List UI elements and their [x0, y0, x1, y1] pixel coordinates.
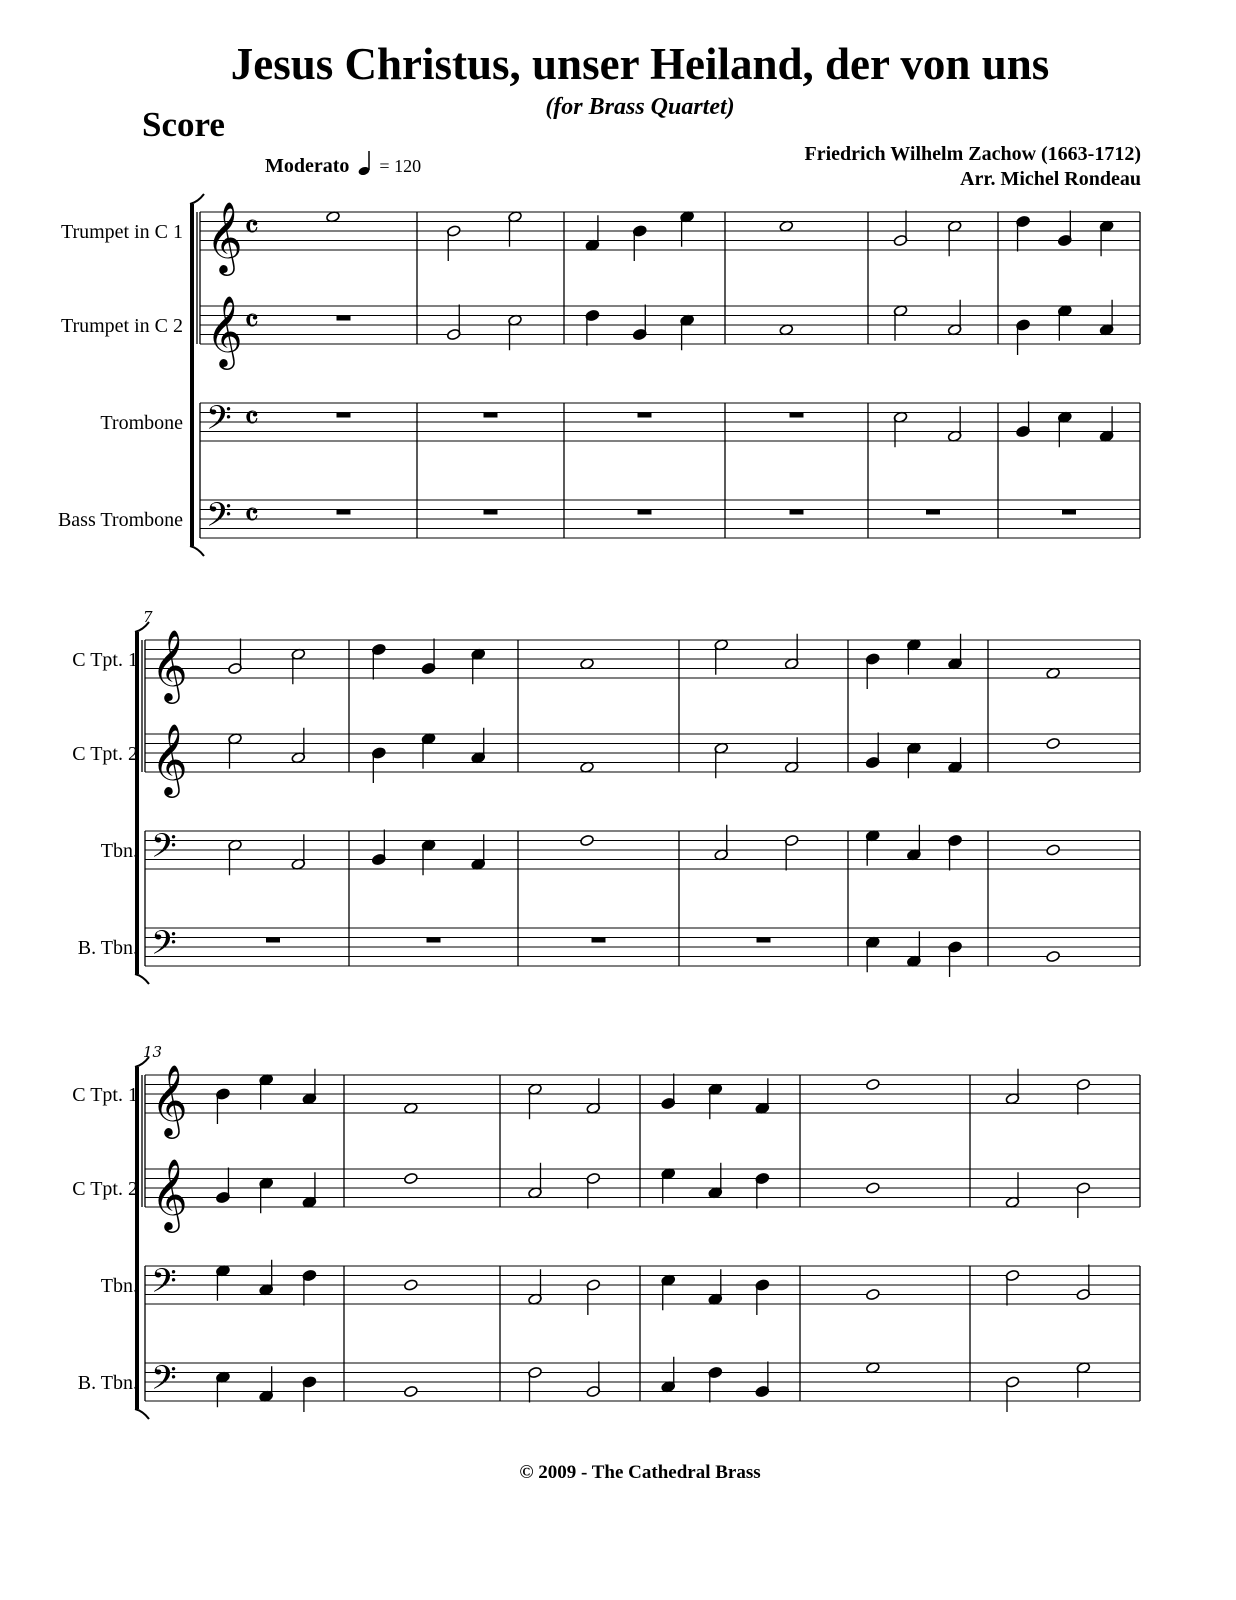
note-head: [866, 1288, 881, 1300]
whole-rest: [337, 316, 351, 321]
staff: [200, 306, 1140, 344]
staff: [145, 928, 1140, 966]
staff: [145, 1266, 1140, 1304]
staff: [145, 1075, 1140, 1113]
instrument-label: Bass Trombone: [57, 509, 183, 531]
treble-clef-icon: 𝄞: [151, 722, 188, 795]
composer: Friedrich Wilhelm Zachow (1663-1712): [804, 143, 1141, 165]
whole-rest: [926, 510, 940, 515]
copyright: © 2009 - The Cathedral Brass: [519, 1462, 761, 1483]
system-1: [190, 194, 1140, 556]
note-head: [404, 1385, 419, 1397]
score-title: Jesus Christus, unser Heiland, der von uns: [230, 39, 1050, 89]
whole-rest: [638, 413, 652, 418]
system-3: [135, 1057, 1140, 1419]
whole-rest: [266, 938, 280, 943]
instrument-label: B. Tbn.: [77, 1372, 138, 1394]
bass-clef-icon: 𝄢: [151, 1359, 177, 1406]
staff: [200, 403, 1140, 441]
whole-rest: [484, 413, 498, 418]
common-time-icon: 𝄴: [244, 207, 260, 248]
note-head: [1046, 950, 1061, 962]
note-head: [404, 1279, 419, 1291]
whole-rest: [592, 938, 606, 943]
treble-clef-icon: 𝄞: [151, 1157, 188, 1230]
arranger: Arr. Michel Rondeau: [960, 168, 1141, 190]
whole-rest: [427, 938, 441, 943]
treble-clef-icon: 𝄞: [151, 1063, 188, 1136]
common-time-icon: 𝄴: [244, 301, 260, 342]
common-time-icon: 𝄴: [244, 495, 260, 536]
instrument-label: Tbn.: [100, 1275, 138, 1297]
treble-clef-icon: 𝄞: [206, 294, 243, 367]
measure-number: 13: [143, 1043, 163, 1061]
note-head: [1046, 844, 1061, 856]
bracket-hook: [135, 974, 149, 984]
staff: [145, 1169, 1140, 1207]
whole-rest: [484, 510, 498, 515]
tempo-word: Moderato: [265, 155, 350, 177]
instrument-label: C Tpt. 1: [72, 649, 138, 671]
note-head: [866, 1182, 881, 1194]
bass-clef-icon: 𝄢: [206, 399, 232, 446]
whole-rest: [790, 413, 804, 418]
measure-number: 7: [143, 608, 153, 626]
common-time-icon: 𝄴: [244, 398, 260, 439]
bass-clef-icon: 𝄢: [151, 924, 177, 971]
instrument-label: B. Tbn.: [77, 937, 138, 959]
staff: [200, 212, 1140, 250]
score-label: Score: [142, 105, 225, 144]
whole-rest: [337, 413, 351, 418]
note-head: [866, 1078, 881, 1090]
instrument-label: C Tpt. 2: [72, 1178, 138, 1200]
note-head: [1046, 737, 1061, 749]
bracket-hook: [190, 194, 204, 204]
treble-clef-icon: 𝄞: [151, 628, 188, 701]
whole-rest: [790, 510, 804, 515]
note-head: [580, 834, 595, 846]
instrument-label: C Tpt. 2: [72, 743, 138, 765]
treble-clef-icon: 𝄞: [206, 200, 243, 273]
tempo-value: = 120: [379, 156, 422, 176]
whole-rest: [337, 510, 351, 515]
staff: [200, 500, 1140, 538]
bass-clef-icon: 𝄢: [206, 496, 232, 543]
note-head: [404, 1172, 419, 1184]
instrument-label: Tbn.: [100, 840, 138, 862]
bass-clef-icon: 𝄢: [151, 827, 177, 874]
staff: [145, 734, 1140, 772]
staff: [145, 1363, 1140, 1401]
whole-rest: [638, 510, 652, 515]
whole-rest: [757, 938, 771, 943]
bracket-hook: [135, 1409, 149, 1419]
whole-rest: [1062, 510, 1076, 515]
instrument-label: Trumpet in C 1: [60, 221, 183, 243]
instrument-label: Trumpet in C 2: [60, 315, 183, 337]
instrument-label: Trombone: [100, 412, 183, 434]
system-2: [135, 622, 1140, 984]
bracket-hook: [190, 546, 204, 556]
bass-clef-icon: 𝄢: [151, 1262, 177, 1309]
instrument-label: C Tpt. 1: [72, 1084, 138, 1106]
score-subtitle: (for Brass Quartet): [545, 94, 735, 120]
